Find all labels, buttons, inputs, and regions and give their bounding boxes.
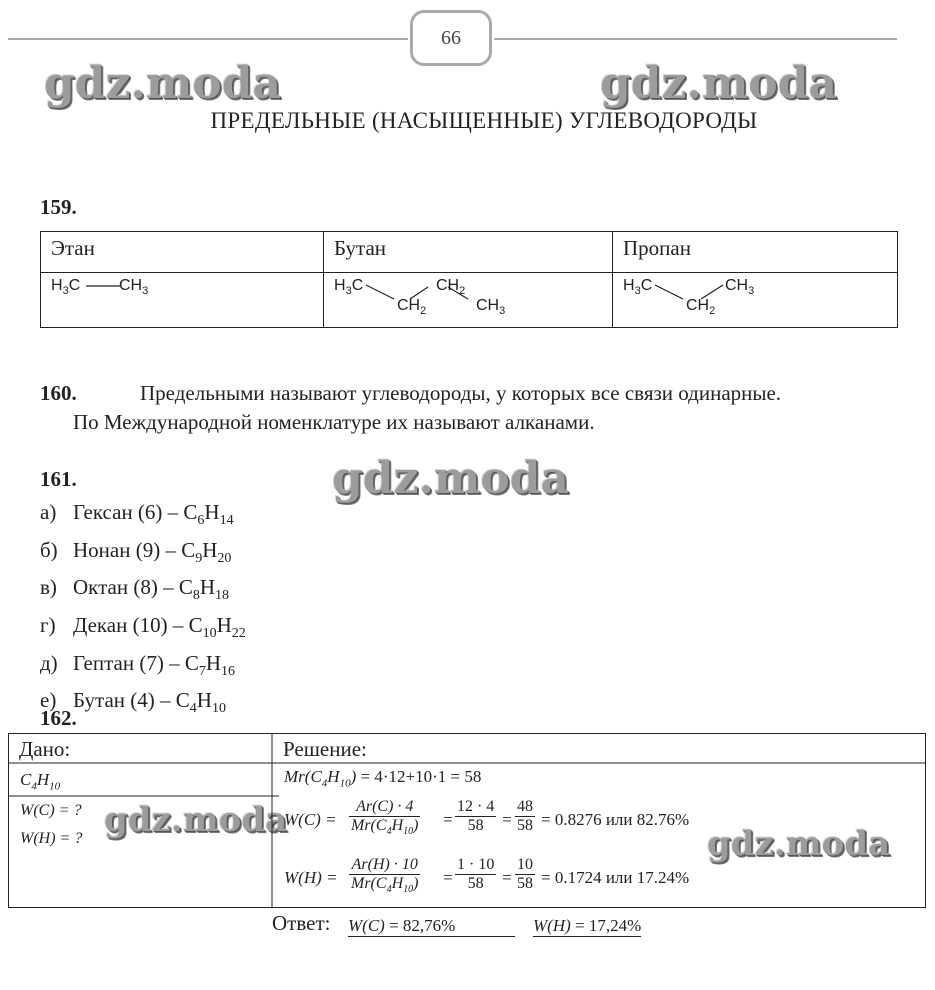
find-wh: W(H) = ?: [20, 830, 83, 847]
answer-wh-value: = 17,24%: [575, 916, 642, 935]
list-item: г) Декан $(10) - C_{10}H_{22}$: [40, 613, 246, 642]
eq: =: [501, 868, 513, 887]
butane-structure: $H_3C$ $CH_2$ $CH_2$ $CH_3$: [324, 273, 613, 328]
task-162-number: 162.: [40, 706, 77, 730]
task-161-number: 161.: [40, 467, 77, 491]
answer-wc-value: = 82,76%: [389, 916, 456, 935]
hydrogen-count: 14: [219, 513, 234, 529]
list-item: е) Бутан $(4) - C_4H_{10}$: [40, 688, 226, 717]
find-wc: W(C) = ?: [20, 802, 82, 819]
ethane-structure: $H_3C$ $CH_3$: [41, 273, 324, 328]
header-propane: Пропан: [613, 232, 898, 273]
item-letter: в): [40, 575, 57, 600]
header-rule-right: [494, 38, 897, 40]
task-160-line2: По Международной номенклатуре их называют алканами.: [73, 410, 595, 434]
watermark: gdz.moda: [44, 58, 282, 109]
eq: =: [442, 868, 454, 887]
item-letter: г): [40, 613, 56, 638]
list-item: а) Гексан $(6) - C_6H_{14}$: [40, 500, 234, 529]
wh-label: W(H) =: [284, 868, 338, 887]
answer-label: Ответ:: [272, 911, 331, 935]
answer-wc: W(C) = 82,76%: [348, 916, 515, 937]
wh-result: = 0.1724 или 17.24%: [541, 868, 690, 887]
item-text: Бутан (4) – C: [73, 688, 190, 713]
carbon-count: 4: [189, 701, 197, 717]
item-letter: е): [40, 688, 57, 713]
watermark: gdz.moda: [104, 800, 288, 840]
task-160-line1: Предельными называют углеводороды, у которых все связи одинарные.: [140, 381, 782, 405]
item-text: Гептан (7) – C: [73, 650, 199, 675]
watermark: gdz.moda: [332, 453, 570, 504]
item-letter: б): [40, 537, 58, 562]
hydrogen-count: 18: [215, 588, 229, 604]
task-159-number: 159.: [40, 195, 77, 219]
page-title: ПРЕДЕЛЬНЫЕ (НАСЫЩЕННЫЕ) УГЛЕВОДОРОДЫ: [210, 108, 758, 133]
item-letter: а): [40, 500, 57, 524]
wc-fraction-1: $\frac{Ar(C) \cdot 4}{Mr(C_4H_{10})}$: [351, 798, 419, 838]
wc-result: = 0.8276 или 82.76%: [541, 810, 690, 829]
alkane-list: [40, 498, 246, 724]
hydrogen-count: 10: [211, 701, 226, 717]
eq: =: [442, 810, 454, 829]
page-number-text: 66: [441, 26, 461, 49]
wc-fraction-2: $\frac{12 \cdot 4}{58}$: [457, 798, 495, 834]
header-ethane: Этан: [41, 232, 324, 273]
header-rule-left: [8, 38, 408, 40]
wc-label: W(C) =: [284, 810, 337, 829]
item-text: Нонан (9) – C: [73, 537, 196, 562]
list-item: в) Октан $(8) - C_8H_{18}$: [40, 575, 229, 604]
list-item: б) Нонан $(9) - C_9H_{20}$: [40, 537, 232, 566]
watermark: gdz.moda: [600, 58, 838, 109]
item-text: Октан (8) – C: [73, 575, 193, 600]
carbon-count: 9: [195, 550, 203, 566]
eq: =: [501, 810, 513, 829]
wh-fraction-3: $\frac{10}{58}$: [517, 856, 533, 892]
item-letter: д): [40, 650, 58, 675]
hydrogen-count: 22: [231, 626, 246, 642]
given-label: Дано:: [19, 737, 71, 761]
wc-fraction-3: $\frac{48}{58}$: [517, 798, 533, 834]
list-item: д) Гептан $(7) - C_7H_{16}$: [40, 650, 236, 679]
item-text: Гексан (6) – C: [73, 500, 198, 524]
alkane-structures-table: [40, 231, 898, 328]
item-text: Декан (10) – C: [73, 613, 203, 638]
wh-fraction-2: $\frac{1 \cdot 10}{58}$: [457, 856, 495, 892]
carbon-count: 6: [197, 513, 205, 529]
mr-formula: $Mr(C_4H_{10}) = 4\cdot 12+10\cdot 1 = 58$: [284, 767, 482, 790]
watermark: gdz.moda: [707, 824, 891, 864]
carbon-count: 10: [202, 626, 217, 642]
header-butane: Бутан: [324, 232, 613, 273]
wh-fraction-1: $\frac{Ar(H) \cdot 10}{Mr(C_4H_{10})}$: [351, 856, 419, 896]
solution-label: Решение:: [283, 737, 367, 761]
task-160-number: 160.: [40, 381, 77, 405]
mr-value: = 4·12+10·1 = 58: [360, 767, 482, 786]
answer-wh: W(H) = 17,24%: [533, 916, 642, 935]
given-solution-table: [8, 733, 926, 908]
carbon-count: 8: [192, 588, 200, 604]
carbon-count: 7: [198, 663, 206, 679]
propane-structure: $H_3C$ $CH_2$ $CH_3$: [613, 273, 898, 328]
page-number: [410, 10, 492, 66]
hydrogen-count: 20: [217, 550, 232, 566]
hydrogen-count: 16: [221, 663, 236, 679]
given-formula: $C_4H_{10}$: [20, 770, 61, 793]
